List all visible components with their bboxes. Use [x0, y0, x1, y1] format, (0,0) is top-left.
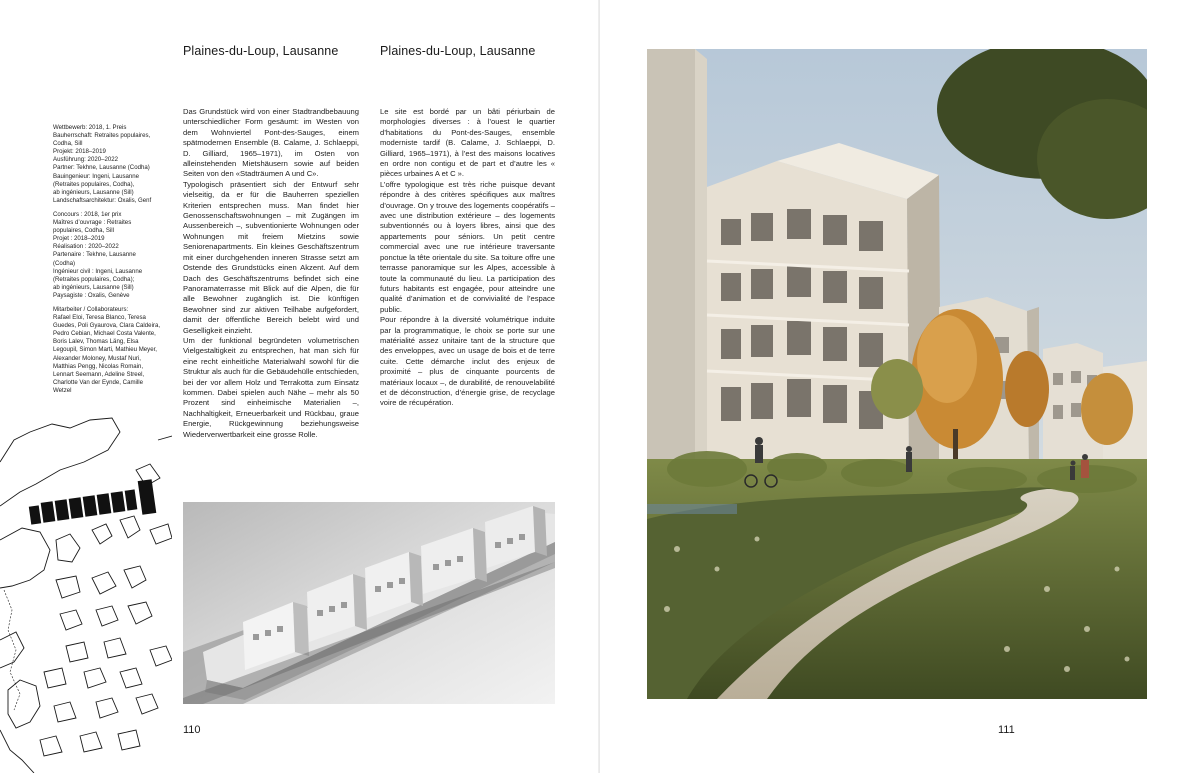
credits-german	[53, 124, 171, 205]
credit-line: Guedes, Poli Gyaurova, Clara Caldeira,	[53, 322, 161, 330]
paragraph: Pour répondre à la diversité volumétrique induite par la programmatique, le choix se porte sur une matérialité assez unitaire tant de la structure que des enveloppes, avec un usage de bois et de terre cuite. Cette démarche inclut des enjeux de proximité – plus de cinquante pourcents de matériaux locaux –, de durabilité, de renouvelabilité et de déconstruction, d’énergie grise, de recyclage voire de récupération.	[380, 315, 555, 408]
credit-line: Wettbewerb: 2018, 1. Preis	[53, 124, 127, 131]
credit-line: Partenaire : Tekhne, Lausanne	[53, 251, 136, 259]
credit-line: Paysagiste : Oxalis, Genève	[53, 291, 130, 299]
credit-line: Projekt: 2018–2019	[53, 148, 106, 156]
credits-french	[53, 211, 171, 300]
credit-line: Bauherrschaft: Retraites populaires,	[53, 132, 151, 140]
page-number-left: 110	[183, 724, 201, 736]
site-plan-drawing	[0, 410, 172, 773]
project-credits	[53, 124, 171, 401]
page-title-french: Plaines-du-Loup, Lausanne	[380, 44, 536, 58]
paragraph: Le site est bordé par un bâti périurbain de morphologies diverses : à l’ouest le quartier d’habitations du Pont-des-Sauges, ensemble moderniste tardif (B. Calame, J. Schlaeppi, D. Gilliard, 1965–1971), à l’est des maisons locatives en ordre non contigu et de part et d’autre les « pièces urbaines A et C ».	[380, 107, 555, 179]
credit-line: Ingénieur civil : Ingeni, Lausanne	[53, 267, 143, 275]
credit-line: Maîtres d’ouvrage : Retraites	[53, 219, 132, 227]
credit-line: Rafael Eloi, Teresa Blanco, Teresa	[53, 314, 146, 322]
paragraph: Um der funktional begründeten volumetrischen Vielgestaltigkeit zu entsprechen, hat man sich für eine recht einheitliche Materialwahl sowohl für die Struktur als auch für die Gebäudehülle entschieden, bei der vor allem Holz und Terrakotta zum Einsatz kommen. Dabei spielen auch Nähe – mehr als 50 Prozent sind einheimische Materialien –, Nachhaltigkeit, Erneuerbarkeit und Rückbau, graue Energie, Rückgewinnung beziehungsweise Wiederverwertbarkeit eine grosse Rolle.	[183, 335, 359, 439]
credit-line: Matthias Pengg, Nicolas Romain,	[53, 362, 144, 370]
credit-line: Landschaftsarchitektur: Oxalis, Genf	[53, 196, 152, 204]
credit-line: Wetzel	[53, 386, 72, 394]
credit-line: Bauingenieur: Ingeni, Lausanne	[53, 172, 140, 180]
credit-line: ab ingénieurs, Lausanne (Sill)	[53, 283, 134, 291]
credit-line: Charlotte Van der Eynde, Camille	[53, 378, 143, 386]
credit-line: Ausführung: 2020–2022	[53, 156, 119, 164]
credit-line: (Codha)	[53, 259, 76, 267]
page-title-german: Plaines-du-Loup, Lausanne	[183, 44, 339, 58]
credit-line: Pedro Cebian, Michael Costa Valente,	[53, 330, 156, 338]
credit-line: (Retraites populaires, Codha);	[53, 275, 135, 283]
credit-line: Concours : 2018, 1er prix	[53, 210, 122, 218]
page-number-right: 111	[998, 724, 1015, 736]
credit-line: Alexander Moloney, Mustaf Nuri,	[53, 354, 141, 362]
paragraph: L’offre typologique est très riche puisque devant répondre à des critères spécifiques aux maîtres d’ouvrage. On y trouve des logements coopératifs – avec une distribution extérieure – des logements subventionnés ou à loyers libres, ainsi que des appartements pour séniors. Un petit centre commercial avec une rue intérieure traversante ponctue la tête orientale du site. Sa toiture offre une terrasse panoramique sur les Alpes, accessible à toute la communauté du lieu. La participation des futurs habitants est engagée, pour atteindre une qualité d’animation et de convivialité de l’espace public.	[380, 179, 555, 314]
credit-line: Lennart Seemann, Adeline Streel,	[53, 370, 145, 378]
credit-line: Partner: Tekhne, Lausanne (Codha)	[53, 164, 150, 172]
credit-line: Mitarbeiter / Collaborateurs:	[53, 305, 129, 313]
body-text-german	[183, 107, 359, 440]
architectural-model-photo	[183, 502, 555, 704]
credit-line: populaires, Codha, Sill	[53, 227, 114, 235]
credit-line: Legoupil, Simon Marti, Mathieu Meyer,	[53, 346, 157, 354]
body-text-french	[380, 107, 555, 409]
paragraph: Das Grundstück wird von einer Stadtrandbebauung unterschiedlicher Form gesäumt: im Westen von dem Wohnviertel Pont-des-Sauges, einem spätmodernen Ensemble (B. Calame, J. Schlaeppi, D. Gilliard, 1965–1971), im Osten von alleinstehenden Mietshäusern sowie auf beiden Seiten von den «Stadträumen A und C».	[183, 107, 359, 179]
credit-line: Projet : 2018–2019	[53, 235, 105, 243]
architectural-rendering	[647, 49, 1147, 699]
credit-line: (Retraites populaires, Codha),	[53, 180, 135, 188]
credit-line: ab ingénieurs, Lausanne (Sill)	[53, 188, 134, 196]
credit-line: Boris Lalev, Thomas Läng, Elsa	[53, 338, 139, 346]
credit-line: Réalisation : 2020–2022	[53, 243, 119, 251]
paragraph: Typologisch präsentiert sich der Entwurf sehr vielseitig, da er für die Bauherren speziellen Kriterien entsprechen muss. Man findet hier Genossenschaftswohnungen – mit Zugängen im Aussenbereich –, subventionierte Wohnungen oder Wohnungen mit freiem Mietzins sowie Seniorenapartments. Ein kleines Geschäftszentrum mit einer durchgehenden inneren Strasse setzt am Ostende des Grundstücks einen Akzent. Auf dem Dach des Geschäftszentrums befindet sich eine Panoramaterrasse mit Blick auf die Alpen, die für alle Bewohner zugänglich ist. Die künftigen Bewohner sind zur aktiven Teilhabe aufgefordert, damit der öffentliche Bereich belebt wird und Geselligkeit einzieht.	[183, 179, 359, 335]
credit-line: Codha, Sill	[53, 140, 83, 148]
collaborators-list	[53, 306, 171, 395]
